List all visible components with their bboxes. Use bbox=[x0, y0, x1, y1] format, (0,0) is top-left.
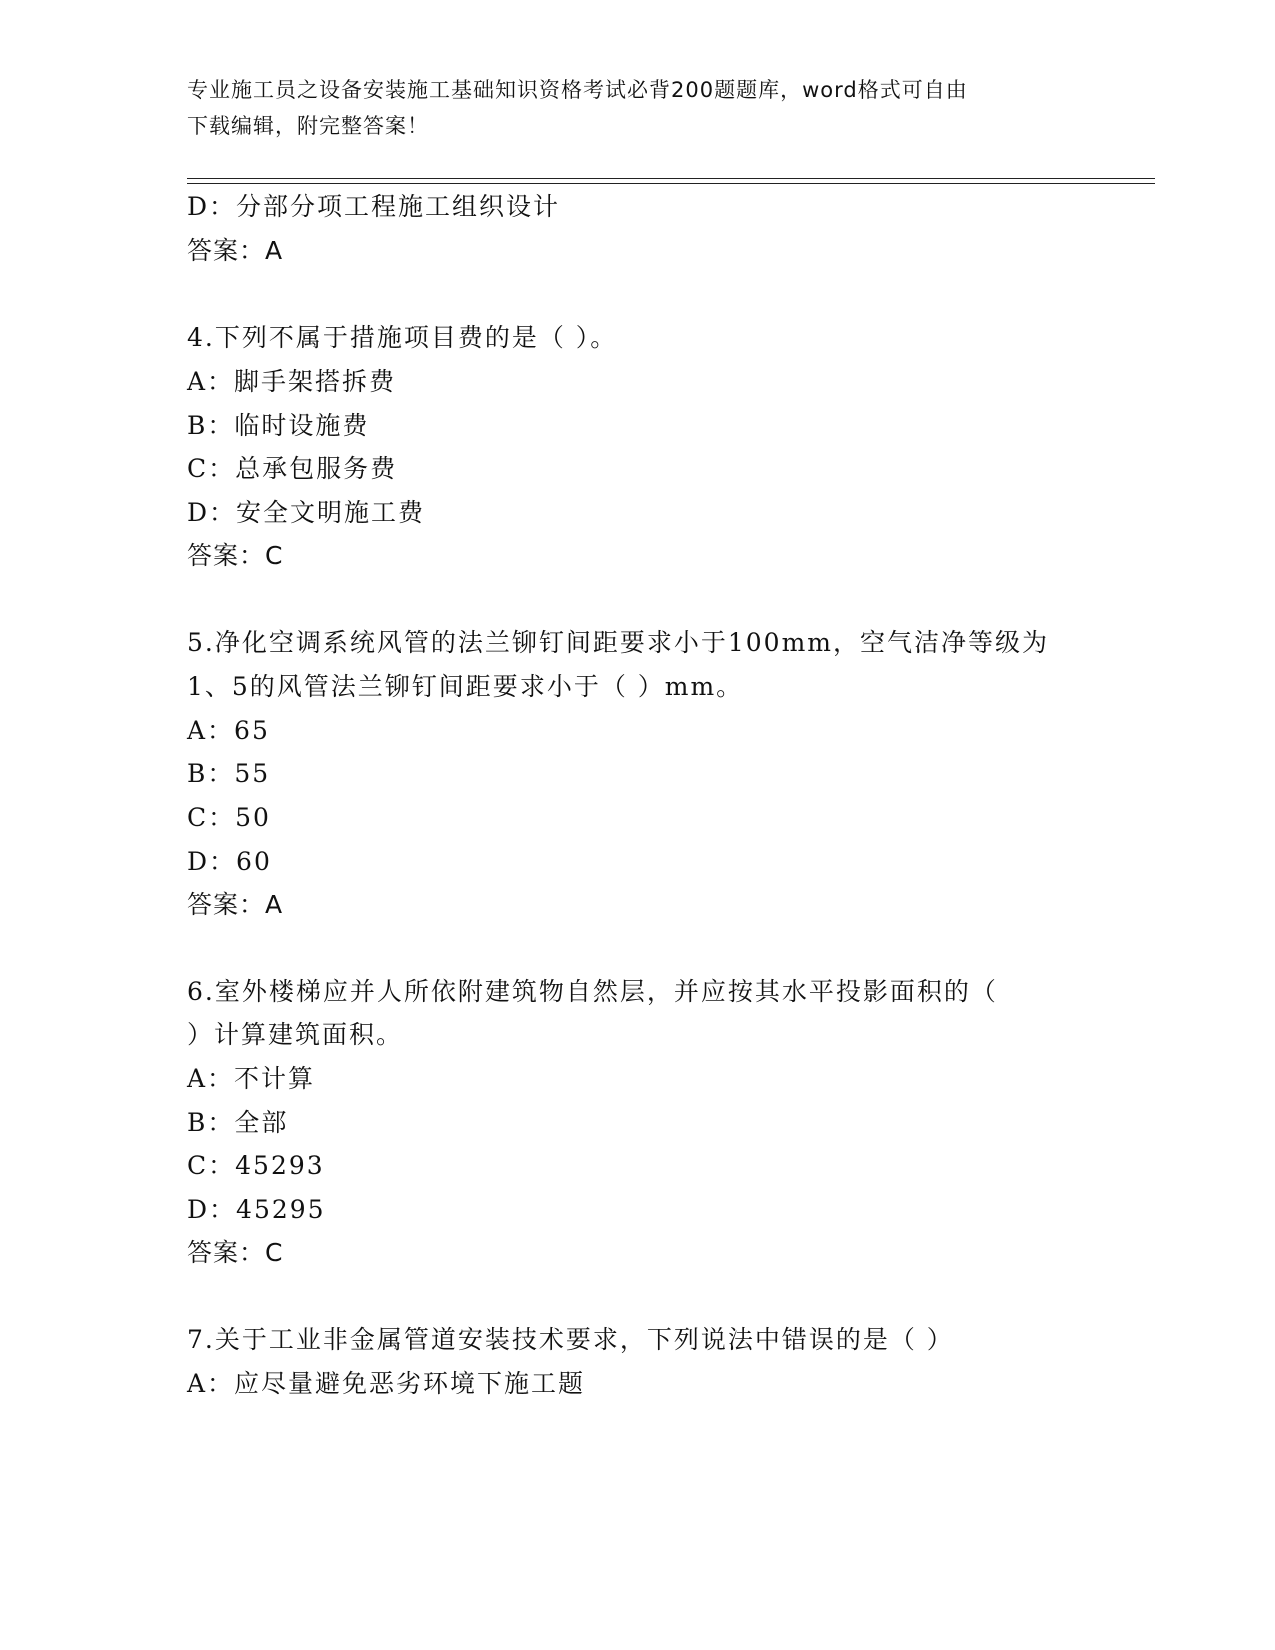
header-divider-top bbox=[187, 178, 1155, 179]
q5-stem-line-2: 1、5的风管法兰铆钉间距要求小于（ ）mm。 bbox=[187, 672, 744, 701]
q4-answer: 答案：C bbox=[187, 541, 284, 570]
q7-option-a: A：应尽量避免恶劣环境下施工题 bbox=[187, 1369, 586, 1398]
q4-option-d: D：安全文明施工费 bbox=[187, 498, 426, 527]
q4-stem: 4.下列不属于措施项目费的是（ ）。 bbox=[187, 323, 618, 352]
q5-answer: 答案：A bbox=[187, 890, 284, 919]
q5-stem-line-1: 5.净化空调系统风管的法兰铆钉间距要求小于100mm，空气洁净等级为 bbox=[187, 628, 1049, 657]
q4-option-b: B：临时设施费 bbox=[187, 411, 370, 440]
header-title-line-2: 下载编辑，附完整答案！ bbox=[187, 114, 429, 138]
q6-stem-line-2: ）计算建筑面积。 bbox=[187, 1020, 404, 1049]
q4-option-c: C：总承包服务费 bbox=[187, 454, 398, 483]
header-title-line-1: 专业施工员之设备安装施工基础知识资格考试必背200题题库，word格式可自由 bbox=[187, 78, 968, 102]
q5-option-c: C：50 bbox=[187, 803, 271, 832]
q4-option-a: A：脚手架搭拆费 bbox=[187, 367, 397, 396]
header-divider-bottom bbox=[187, 183, 1155, 184]
q6-option-c: C：45293 bbox=[187, 1151, 325, 1180]
q3-answer: 答案：A bbox=[187, 236, 284, 265]
q5-option-d: D：60 bbox=[187, 847, 272, 876]
q6-option-a: A：不计算 bbox=[187, 1064, 316, 1093]
q6-option-d: D：45295 bbox=[187, 1195, 326, 1224]
q5-option-b: B：55 bbox=[187, 759, 271, 788]
q5-option-a: A：65 bbox=[187, 716, 270, 745]
q6-option-b: B：全部 bbox=[187, 1108, 289, 1137]
q7-stem: 7.关于工业非金属管道安装技术要求，下列说法中错误的是（ ） bbox=[187, 1325, 954, 1354]
document-header bbox=[187, 72, 1067, 144]
q3-option-d: D：分部分项工程施工组织设计 bbox=[187, 192, 561, 221]
q6-answer: 答案：C bbox=[187, 1238, 284, 1267]
q6-stem-line-1: 6.室外楼梯应并人所依附建筑物自然层，并应按其水平投影面积的（ bbox=[187, 977, 998, 1006]
